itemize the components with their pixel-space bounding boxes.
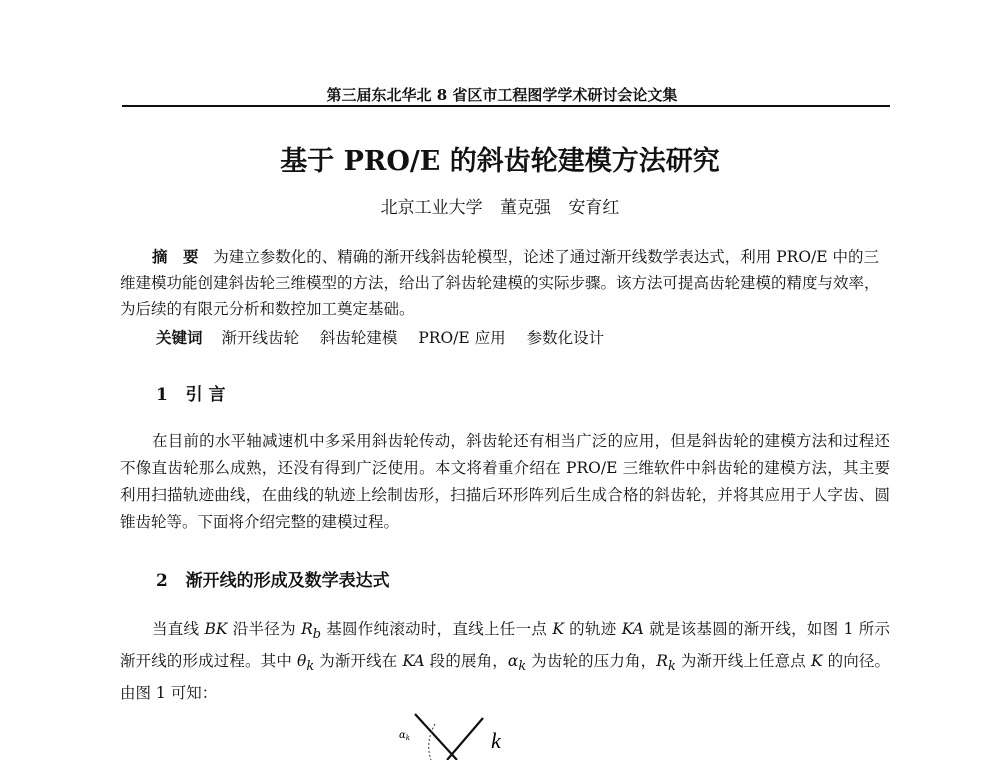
header-rule — [122, 105, 890, 107]
abstract-text: 为建立参数化的、精确的渐开线斜齿轮模型，论述了通过渐开线数学表达式，利用 PRO/E 中的三维建模功能创建斜齿轮三维模型的方法，给出了斜齿轮建模的实际步骤。该方法可提高齿轮建模的精度与效率，为后续的有限元分析和数控加工奠定基础。 — [120, 248, 880, 318]
keyword: PRO/E 应用 — [418, 329, 506, 347]
alpha-label: $\alpha_k$ — [399, 730, 411, 742]
section-number: 1 — [156, 385, 168, 405]
author-line — [0, 193, 1000, 218]
keywords-label: 关键词 — [156, 328, 203, 347]
affiliation: 北京工业大学 — [380, 198, 483, 218]
paper-title: 基于 PRO/E 的斜齿轮建模方法研究 — [280, 146, 720, 177]
section-heading-1 — [156, 380, 226, 405]
section-title: 渐开线的形成及数学表达式 — [185, 571, 390, 591]
keyword: 渐开线齿轮 — [221, 329, 299, 347]
abstract-label: 摘 要 — [152, 247, 199, 266]
radius-line — [447, 718, 483, 760]
section-title: 引 言 — [185, 385, 226, 405]
section-number: 2 — [156, 571, 168, 591]
k-label: k — [491, 728, 501, 753]
keyword: 斜齿轮建模 — [319, 329, 398, 347]
figure-1-involute — [395, 712, 525, 760]
author-name: 董克强 — [500, 198, 551, 218]
keywords — [156, 326, 620, 348]
section-heading-2 — [156, 566, 390, 591]
keyword: 参数化设计 — [526, 329, 605, 347]
abstract — [120, 244, 890, 322]
section-1-paragraph: 在目前的水平轴减速机中多采用斜齿轮传动，斜齿轮还有相当广泛的应用，但是斜齿轮的建模方法和过程还不像直齿轮那么成熟，还没有得到广泛使用。本文将着重介绍在 PRO/E 三维软件中斜齿轮的建模方法，其主要利用扫描轨迹曲线，在曲线的轨迹上绘制齿形，扫描后环形阵列后生成合格的斜齿轮，并将其应用于人字齿、圆锥齿轮等。下面将介绍完整的建模过程。 — [120, 432, 890, 531]
author-name: 安育红 — [568, 198, 620, 218]
proceedings-header: 第三届东北华北 8 省区市工程图学学术研讨会论文集 — [326, 86, 678, 104]
section-2-paragraph: 当直线 BK 沿半径为 $R_b$ 基圆作纯滚动时，直线上任一点 K 的轨迹 KA 就是该基圆的渐开线，如图 1 所示渐开线的形成过程。其中 $\theta_k$ 为渐开线在 KA 段的展角，$\alpha_k$ 为齿轮的压力角，$R_k$ 为渐开线上任意点 K 的向径。由图 1 可知： — [120, 620, 890, 703]
tangent-line — [415, 714, 457, 760]
